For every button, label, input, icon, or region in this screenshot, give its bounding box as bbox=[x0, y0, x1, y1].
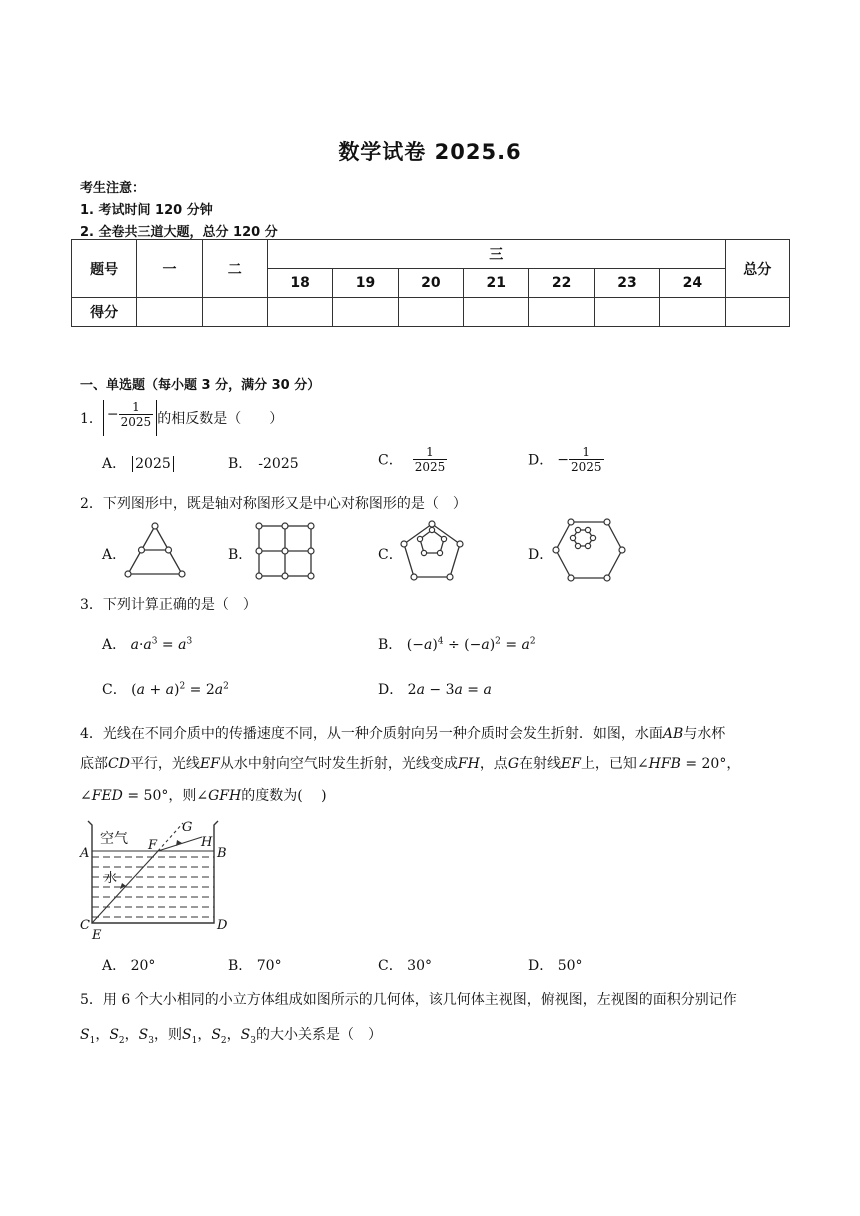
svg-text:G: G bbox=[182, 820, 193, 835]
score-table bbox=[71, 239, 790, 327]
option-label: B． bbox=[228, 456, 253, 472]
hexagon-figure bbox=[552, 518, 626, 582]
option-d[interactable] bbox=[528, 955, 583, 975]
question-5-line-2: $S_1$，$S_2$，$S_3$，则$S_1$，$S_2$，$S_3$的大小关系是（ ） bbox=[80, 1027, 382, 1046]
option-c-label[interactable]: C． bbox=[378, 547, 403, 563]
subcol-22: 22 bbox=[529, 269, 594, 298]
option-b[interactable]: B． $(-a)^4 \div (-a)^2 = a^2$ bbox=[378, 636, 536, 653]
option-label: A． bbox=[102, 958, 127, 974]
fraction-denominator: 2025 bbox=[120, 415, 152, 429]
option-c[interactable] bbox=[378, 955, 432, 975]
col-total: 总分 bbox=[725, 240, 789, 298]
score-cell[interactable] bbox=[725, 298, 789, 327]
option-label: A． bbox=[102, 637, 127, 653]
fraction-numerator: 1 bbox=[119, 400, 154, 415]
option-a[interactable] bbox=[102, 955, 155, 975]
subcol-21: 21 bbox=[464, 269, 529, 298]
question-stem: 的相反数是（ ） bbox=[157, 411, 284, 427]
option-d[interactable]: D． 2a − 3a = a bbox=[378, 682, 492, 698]
fraction-numerator: 1 bbox=[413, 445, 448, 460]
air-label: 空气 bbox=[100, 831, 128, 847]
score-cell[interactable] bbox=[464, 298, 529, 327]
score-cell[interactable] bbox=[660, 298, 725, 327]
option-label: C． bbox=[378, 958, 403, 974]
pentagon-figure bbox=[400, 520, 464, 582]
score-cell[interactable] bbox=[398, 298, 463, 327]
option-value: 2025 bbox=[132, 456, 174, 472]
question-4-line-2: 底部CD平行，光线EF从水中射向空气时发生折射，光线变成FH，点G在射线EF上，已知∠HFB = 20°， bbox=[80, 756, 741, 772]
question-4-line-3: ∠FED = 50°，则∠GFH的度数为( ) bbox=[80, 788, 327, 804]
notice-heading: 考生注意： bbox=[80, 181, 146, 196]
score-cell[interactable] bbox=[267, 298, 332, 327]
subcol-23: 23 bbox=[594, 269, 659, 298]
option-c[interactable]: C． $(a + a)^2 = 2a^2$ bbox=[102, 681, 229, 698]
svg-text:D: D bbox=[217, 918, 228, 933]
svg-text:B: B bbox=[217, 846, 227, 861]
option-label: D． bbox=[378, 682, 404, 698]
svg-text:H: H bbox=[201, 835, 213, 850]
option-d[interactable]: D． − $\frac{1}{2025}$ bbox=[528, 445, 602, 474]
option-label: D． bbox=[528, 452, 554, 469]
option-label: A． bbox=[102, 456, 127, 472]
col-section-2: 二 bbox=[202, 240, 267, 298]
option-a[interactable] bbox=[102, 453, 174, 473]
option-label: B． bbox=[378, 637, 403, 653]
score-cell[interactable] bbox=[137, 298, 202, 327]
score-cell[interactable] bbox=[529, 298, 594, 327]
option-b[interactable] bbox=[228, 453, 299, 473]
option-value: 30° bbox=[407, 958, 432, 974]
question-1: 1． − $\frac{1}{2025}$ 的相反数是（ ） bbox=[80, 400, 283, 438]
fraction-numerator: 1 bbox=[569, 445, 604, 460]
svg-text:C: C bbox=[80, 918, 90, 933]
question-5-line-1: 5．用 6 个大小相同的小立方体组成如图所示的几何体，该几何体主视图，俯视图，左视图的面积分别记作 bbox=[80, 992, 737, 1008]
question-2-stem: 2．下列图形中，既是轴对称图形又是中心对称图形的是（ ） bbox=[80, 496, 467, 512]
row-label-score: 得分 bbox=[72, 298, 137, 327]
fraction-denominator: 2025 bbox=[414, 460, 446, 474]
col-section-1: 一 bbox=[137, 240, 202, 298]
question-3-stem: 3．下列计算正确的是（ ） bbox=[80, 597, 257, 613]
question-number: 1． bbox=[80, 411, 103, 427]
option-a[interactable]: A． $a\cdot a^3 = a^3$ bbox=[102, 636, 193, 653]
refraction-figure bbox=[78, 813, 228, 941]
option-label: C． bbox=[378, 452, 403, 469]
water-label: 水 bbox=[104, 871, 118, 886]
option-d-label[interactable]: D． bbox=[528, 547, 554, 563]
svg-text:A: A bbox=[80, 846, 90, 861]
option-value: -2025 bbox=[258, 456, 299, 472]
fraction-denominator: 2025 bbox=[570, 460, 602, 474]
notice-item-1: 1. 考试时间 120 分钟 bbox=[80, 203, 213, 218]
svg-text:E: E bbox=[92, 928, 102, 941]
option-value: 50° bbox=[557, 958, 583, 974]
section-heading: 一、单选题（每小题 3 分，满分 30 分） bbox=[80, 378, 321, 393]
score-cell[interactable] bbox=[594, 298, 659, 327]
triangle-figure bbox=[122, 522, 188, 580]
svg-text:F: F bbox=[148, 838, 158, 853]
page-title: 数学试卷 2025.6 bbox=[338, 140, 522, 164]
score-cell[interactable] bbox=[333, 298, 398, 327]
subcol-20: 20 bbox=[398, 269, 463, 298]
notice-item-2: 2. 全卷共三道大题，总分 120 分 bbox=[80, 225, 278, 240]
grid-figure bbox=[254, 522, 316, 580]
score-cell[interactable] bbox=[202, 298, 267, 327]
subcol-24: 24 bbox=[660, 269, 725, 298]
subcol-18: 18 bbox=[267, 269, 332, 298]
col-section-3: 三 bbox=[267, 240, 725, 269]
option-value: 20° bbox=[130, 958, 156, 974]
option-b-label[interactable]: B． bbox=[228, 547, 253, 563]
option-c[interactable] bbox=[378, 445, 447, 474]
option-label: B． bbox=[228, 958, 253, 974]
question-4-line-1: 4．光线在不同介质中的传播速度不同，从一种介质射向另一种介质时会发生折射．如图，水面AB与水杯 bbox=[80, 726, 726, 742]
option-value: 70° bbox=[256, 958, 282, 974]
option-b[interactable] bbox=[228, 955, 282, 975]
option-label: D． bbox=[528, 958, 554, 974]
option-a-label[interactable]: A． bbox=[102, 547, 127, 563]
subcol-19: 19 bbox=[333, 269, 398, 298]
row-label-question: 题号 bbox=[72, 240, 137, 298]
option-label: C． bbox=[102, 682, 127, 698]
